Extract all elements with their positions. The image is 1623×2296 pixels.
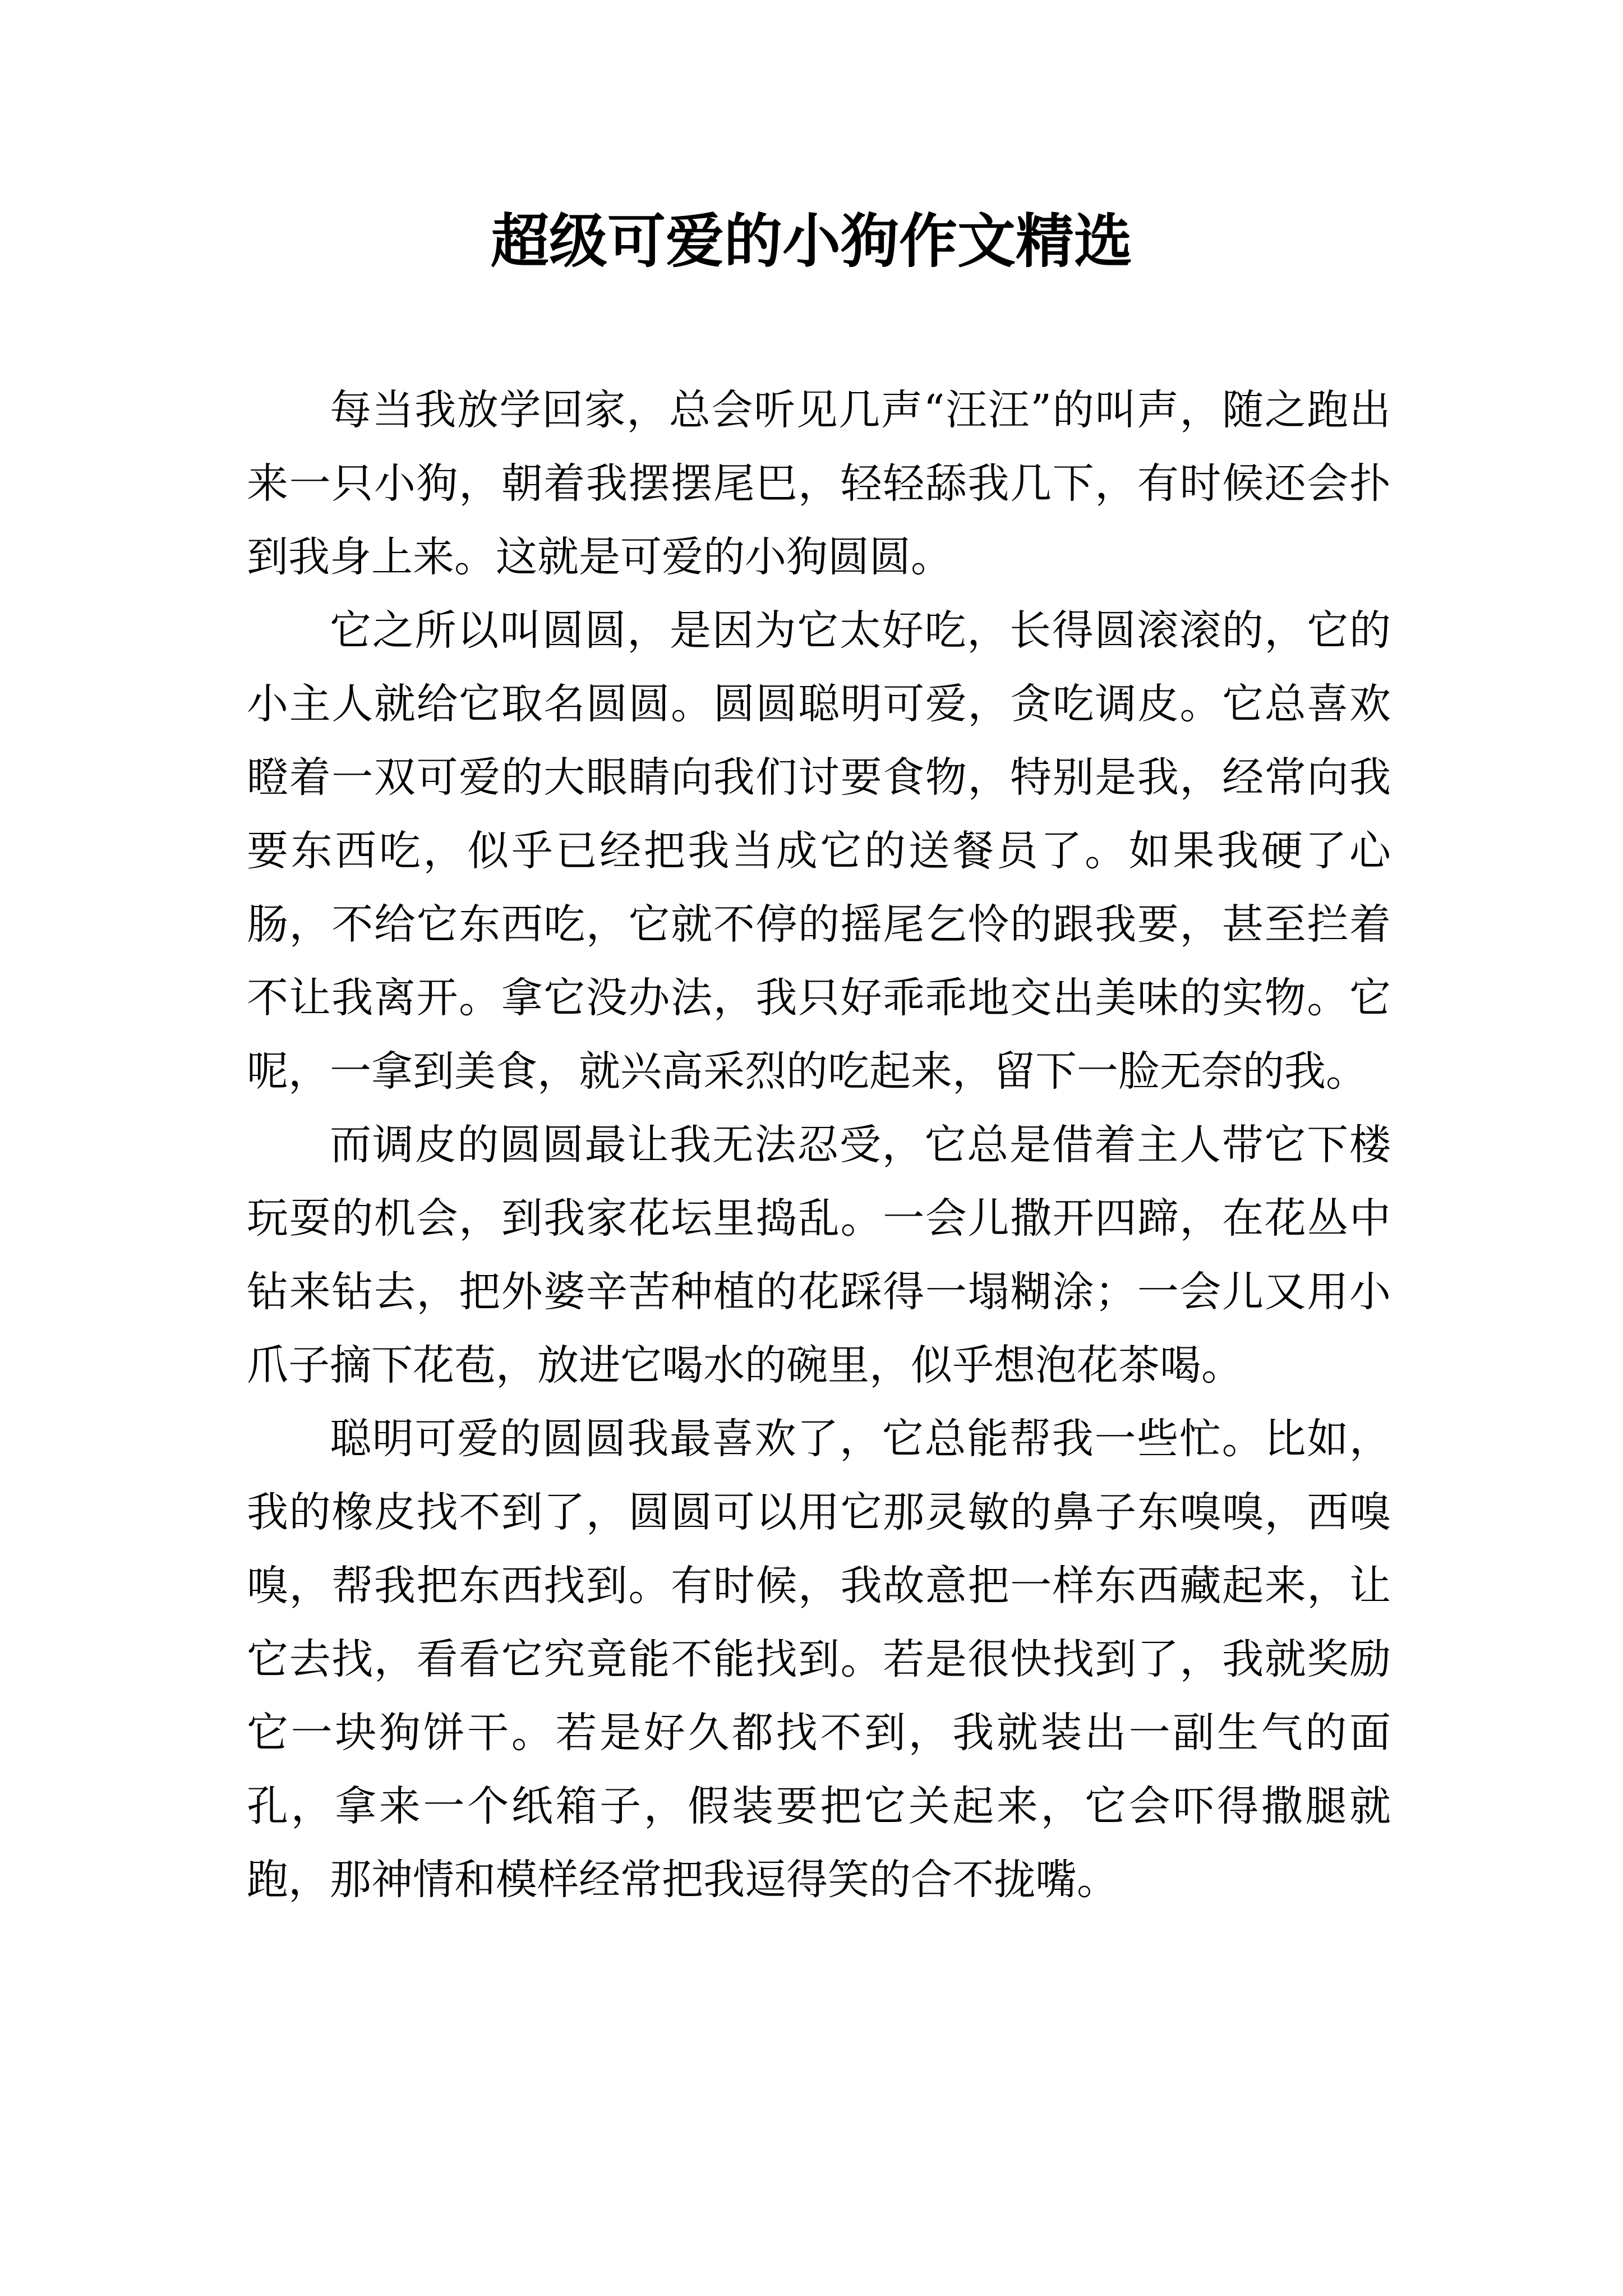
document-title: 超级可爱的小狗作文精选 xyxy=(490,206,1132,275)
document-body xyxy=(247,374,1391,1917)
paragraph-4: 聪明可爱的圆圆我最喜欢了，它总能帮我一些忙。比如，我的橡皮找不到了，圆圆可以用它那灵敏的鼻子东嗅嗅，西嗅嗅，帮我把东西找到。有时候，我故意把一样东西藏起来，让它去找，看看它究竟能不能找到。若是很快找到了，我就奖励它一块狗饼干。若是好久都找不到，我就装出一副生气的面孔，拿来一个纸箱子，假装要把它关起来，它会吓得撒腿就跑，那神情和模样经常把我逗得笑的合不拢嘴。 xyxy=(247,1415,1391,1904)
paragraph-3: 而调皮的圆圆最让我无法忍受，它总是借着主人带它下楼玩耍的机会，到我家花坛里捣乱。一会儿撒开四蹄，在花丛中钻来钻去，把外婆辛苦种植的花踩得一塌糊涂；一会儿又用小爪子摘下花苞，放进它喝水的碗里，似乎想泡花茶喝。 xyxy=(247,1121,1391,1389)
paragraph-1: 每当我放学回家，总会听见几声“汪汪”的叫声，随之跑出来一只小狗，朝着我摆摆尾巴，轻轻舔我几下，有时候还会扑到我身上来。这就是可爱的小狗圆圆。 xyxy=(247,386,1391,581)
paragraph-2: 它之所以叫圆圆，是因为它太好吃，长得圆滚滚的，它的小主人就给它取名圆圆。圆圆聪明可爱，贪吃调皮。它总喜欢瞪着一双可爱的大眼睛向我们讨要食物，特别是我，经常向我要东西吃，似乎已经把我当成它的送餐员了。如果我硬了心肠，不给它东西吃，它就不停的摇尾乞怜的跟我要，甚至拦着不让我离开。拿它没办法，我只好乖乖地交出美味的实物。它呢，一拿到美食，就兴高采烈的吃起来，留下一脸无奈的我。 xyxy=(247,606,1391,1096)
